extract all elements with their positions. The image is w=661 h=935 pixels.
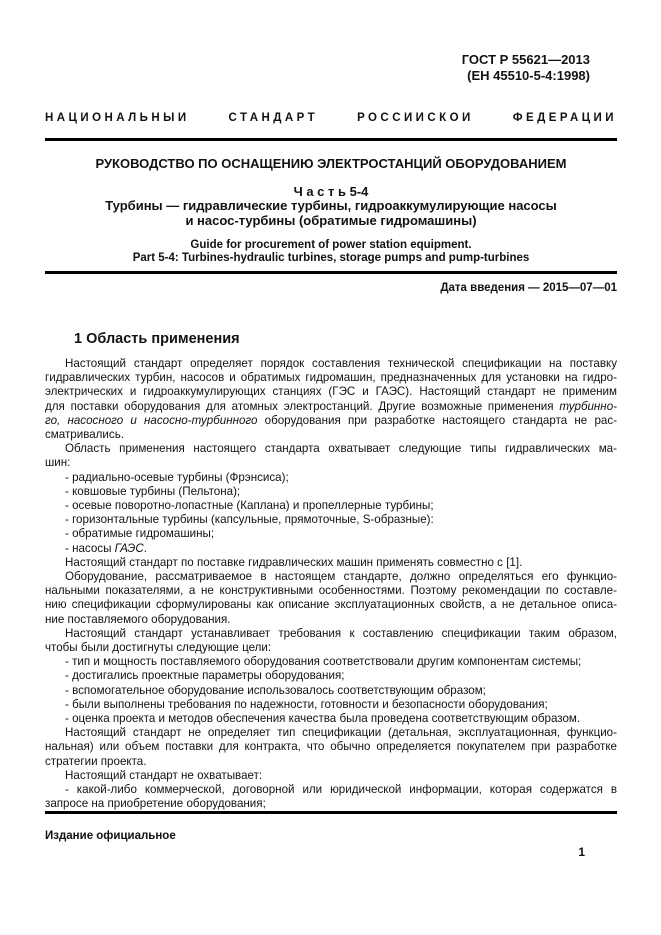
body-line: запросе на приобретение оборудования;: [45, 797, 266, 811]
doc-code-line2: (ЕН 45510-5-4:1998): [467, 68, 590, 83]
body-line: - вспомогательное оборудование использовалось соответствующим образом;: [65, 683, 486, 697]
body-line: - радиально-осевые турбины (Фрэнсиса);: [65, 470, 289, 484]
national-standard-banner: НАЦИОНАЛЬНЫЙ СТАНДАРТ РОССИЙСКОЙ ФЕДЕРАЦИИ: [45, 112, 617, 124]
body-line: - тип и мощность поставляемого оборудования соответствовали другим компонентам системы;: [65, 655, 582, 669]
body-line: для поставки оборудования для атомных электростанций. Другие возможные применения турбинно-: [45, 399, 617, 413]
body-line: - горизонтальные турбины (капсульные, прямоточные, S-образные):: [65, 513, 434, 527]
body-line: го, насосного и насосно-турбинного оборудования при разработке настоящего стандарта не рас-: [45, 413, 617, 427]
body-line: шин:: [45, 456, 71, 470]
horizontal-rule-middle: [45, 271, 617, 274]
body-line: электрических и гидроаккумулирующих станциях (ГЭС и ГАЭС). Настоящий стандарт не применим: [45, 385, 617, 399]
body-line: нальными показателями, а не конструктивными особенностями. Поэтому рекомендации по составле-: [45, 584, 617, 598]
page-number: 1: [578, 845, 585, 859]
body-line: - обратимые гидромашины;: [65, 527, 215, 541]
body-line: - осевые поворотно-лопастные (Каплана) и пропеллерные турбины;: [65, 499, 434, 513]
edition-note: Издание официальное: [45, 830, 176, 842]
section-heading: 1 Область применения: [74, 331, 240, 347]
body-line: Оборудование, рассматриваемое в настоящем стандарте, должно определяться его функцио-: [65, 570, 617, 584]
body-line: Настоящий стандарт определяет порядок составления технической спецификации на поставку: [65, 357, 617, 370]
body-line: Настоящий стандарт не охватывает:: [65, 768, 263, 782]
body-line: гидравлических турбин, насосов и обратимых гидромашин, предназначенных для установки на гидро-: [45, 371, 617, 385]
body-line: Настоящий стандарт не определяет тип спецификации (детальная, эксплуатационная, функцио-: [65, 726, 617, 740]
body-line: - оценка проекта и методов обеспечения качества была проведена соответствующим образом.: [65, 712, 581, 726]
title-en: [45, 239, 617, 265]
body-line: нальная) или объем поставки для контракта, что обычно определяется покупателем при разработке: [45, 740, 617, 754]
effective-date: Дата введения — 2015—07—01: [440, 282, 617, 294]
body-line: ние поставляемого оборудования.: [45, 612, 231, 626]
subtitle-ru: [45, 199, 617, 228]
title-en-line1: Guide for procurement of power station equipment.: [190, 239, 472, 251]
horizontal-rule-top: [45, 138, 617, 141]
doc-code-line1: ГОСТ Р 55621—2013: [461, 52, 590, 67]
document-title-ru: РУКОВОДСТВО ПО ОСНАЩЕНИЮ ЭЛЕКТРОСТАНЦИЙ ОБОРУДОВАНИЕМ: [95, 156, 567, 171]
body-line: Область применения настоящего стандарта охватывает следующие типы гидравлических ма-: [65, 442, 617, 456]
body-line: Настоящий стандарт устанавливает требования к составлению спецификации таким образом,: [65, 626, 617, 640]
body-line: сматривались.: [45, 428, 124, 442]
subtitle-ru-line2: и насос-турбины (обратимые гидромашины): [185, 212, 477, 228]
body-line: - какой-либо коммерческой, договорной или юридической информации, которая содержатся в: [65, 783, 617, 797]
body-line: - насосы ГАЭС.: [65, 541, 147, 555]
body-line: - ковшовые турбины (Пельтона);: [65, 484, 241, 498]
title-en-line2: Part 5-4: Turbines-hydraulic turbines, storage pumps and pump-turbines: [132, 252, 530, 264]
body-line: - были выполнены требования по надежности, готовности и безопасности оборудования;: [65, 697, 548, 711]
part-label: Ч а с т ь 5-4: [293, 184, 369, 199]
body-line: стратегии проекта.: [45, 754, 147, 768]
section-body: [45, 357, 617, 812]
subtitle-ru-line1: Турбины — гидравлические турбины, гидроаккумулирующие насосы: [105, 198, 557, 213]
doc-code-block: [462, 52, 590, 84]
body-line: нию спецификации сформулированы как описание эксплуатационных свойств, а не детальное описа-: [45, 598, 617, 612]
horizontal-rule-footer: [45, 811, 617, 814]
body-line: чтобы были достигнуты следующие цели:: [45, 641, 272, 655]
body-line: - достигались проектные параметры оборудования;: [65, 669, 345, 683]
body-line: Настоящий стандарт по поставке гидравлических машин применять совместно с [1].: [65, 555, 523, 569]
